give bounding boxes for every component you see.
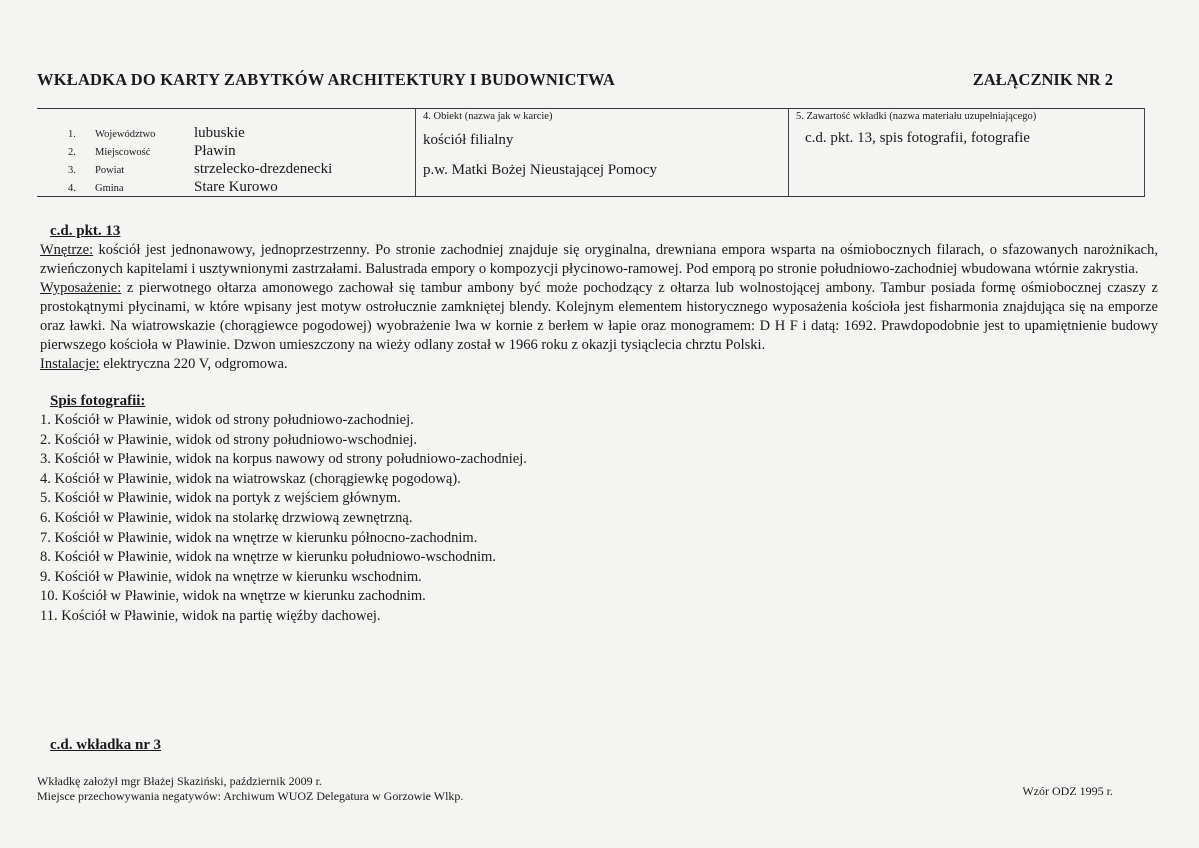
info-table xyxy=(37,108,1145,198)
installations-paragraph xyxy=(40,355,1158,374)
continuation-note: c.d. wkładka nr 3 xyxy=(50,737,162,753)
document-title: WKŁADKA DO KARTY ZABYTKÓW ARCHITEKTURY I BUDOWNICTWA xyxy=(37,70,615,89)
list-item: 7. Kościół w Pławinie, widok na wnętrze w kierunku północno-zachodnim. xyxy=(40,529,478,546)
list-item: 8. Kościół w Pławinie, widok na wnętrze w kierunku południowo-wschodnim. xyxy=(40,549,496,566)
list-item: 6. Kościół w Pławinie, widok na stolarkę drzwiową zewnętrzną. xyxy=(40,509,413,526)
interior-label: Wnętrze: xyxy=(40,242,94,258)
footer-template: Wzór ODZ 1995 r. xyxy=(1022,784,1113,798)
object-dedication: p.w. Matki Bożej Nieustającej Pomocy xyxy=(423,162,657,178)
location-row-county xyxy=(37,161,415,179)
installations-label: Instalacje: xyxy=(40,356,100,372)
row-number: 4. xyxy=(68,183,76,194)
table-divider xyxy=(1144,108,1145,196)
photo-list-heading: Spis fotografii: xyxy=(50,393,146,409)
list-item: 2. Kościół w Pławinie, widok od strony południowo-wschodniej. xyxy=(40,431,417,448)
content-heading: 5. Zawartość wkładki (nazwa materiału uzupełniającego) xyxy=(796,111,1037,122)
row-value: Pławin xyxy=(194,143,236,159)
equipment-label: Wyposażenie: xyxy=(40,280,122,296)
row-label: Powiat xyxy=(95,165,125,176)
photo-list-section xyxy=(40,392,1158,627)
list-item: 3. Kościół w Pławinie, widok na korpus nawowy od strony południowo-zachodniej. xyxy=(40,451,527,468)
document-body xyxy=(40,222,1158,627)
list-item: 5. Kościół w Pławinie, widok na portyk z wejściem głównym. xyxy=(40,490,401,507)
footer-author: Wkładkę założył mgr Błażej Skaziński, październik 2009 r. xyxy=(37,774,322,788)
table-top-rule xyxy=(37,108,1145,109)
equipment-paragraph xyxy=(40,279,1158,355)
row-label: Gmina xyxy=(95,183,124,194)
list-item: 4. Kościół w Pławinie, widok na wiatrowskaz (chorągiewkę pogodową). xyxy=(40,470,461,487)
list-item: 1. Kościół w Pławinie, widok od strony południowo-zachodniej. xyxy=(40,412,414,428)
object-name: kościół filialny xyxy=(423,132,514,148)
interior-paragraph xyxy=(40,241,1158,279)
footer-storage: Miejsce przechowywania negatywów: Archiwum WUOZ Delegatura w Gorzowie Wlkp. xyxy=(37,789,464,803)
row-value: strzelecko-drezdenecki xyxy=(194,161,333,177)
installations-text: elektryczna 220 V, odgromowa. xyxy=(99,356,288,372)
row-label: Województwo xyxy=(95,129,156,140)
list-item: 11. Kościół w Pławinie, widok na partię więźby dachowej. xyxy=(40,607,381,624)
row-value: lubuskie xyxy=(194,125,245,141)
interior-text: kościół jest jednonawowy, jednoprzestrzenny. Po stronie zachodniej znajduje się oryginalna, drewniana empora wsparta na ośmiobocznych filarach, o sfazowanych narożnikach, zwieńczonych kapitelami i usztywnionymi zastrzałami. Balustrada empory o kompozycji płycinowo-ramowej. Pod emporą po stronie południowo-zachodniej wbudowana wtórnie zakrystia. xyxy=(40,242,1158,277)
row-number: 2. xyxy=(68,147,76,158)
equipment-text: z pierwotnego ołtarza amonowego zachował się tambur ambony być może pochodzący z ołtarza lub wolnostojącej ambony. Tambur posiada formę ośmiobocznej czaszy z prostokątnymi płycinami, w które wpisany jest motyw ostrołucznie zamkniętej blendy. Kolejnym elementem historycznego wyposażenia kościoła jest fisharmonia znajdująca się na emporze oraz ławki. Na wiatrowskazie (chorągiewce pogodowej) wyobrażenie lwa w kornie z berłem w łapie oraz monogramem: D H F i datą: 1692. Prawdopodobnie jest to upamiętnienie budowy pierwszego kościoła w Pławinie. Dzwon umieszczony na wieży odlany został w 1966 roku z okazji tysiąclecia chrztu Polski. xyxy=(40,280,1158,353)
location-row-commune xyxy=(37,179,415,197)
photo-list xyxy=(40,411,1158,627)
section-heading: c.d. pkt. 13 xyxy=(50,223,121,239)
list-item: 9. Kościół w Pławinie, widok na wnętrze w kierunku wschodnim. xyxy=(40,568,422,585)
row-label: Miejscowość xyxy=(95,147,151,158)
row-value: Stare Kurowo xyxy=(194,179,278,195)
list-item: 10. Kościół w Pławinie, widok na wnętrze w kierunku zachodnim. xyxy=(40,588,426,605)
table-divider xyxy=(415,108,416,196)
table-divider xyxy=(788,108,789,196)
location-row-voivodeship xyxy=(37,125,415,143)
row-number: 3. xyxy=(68,165,76,176)
object-heading: 4. Obiekt (nazwa jak w karcie) xyxy=(423,111,553,122)
content-value: c.d. pkt. 13, spis fotografii, fotografie xyxy=(805,130,1030,146)
location-row-town xyxy=(37,143,415,161)
row-number: 1. xyxy=(68,129,76,140)
annex-number: ZAŁĄCZNIK NR 2 xyxy=(972,70,1113,89)
